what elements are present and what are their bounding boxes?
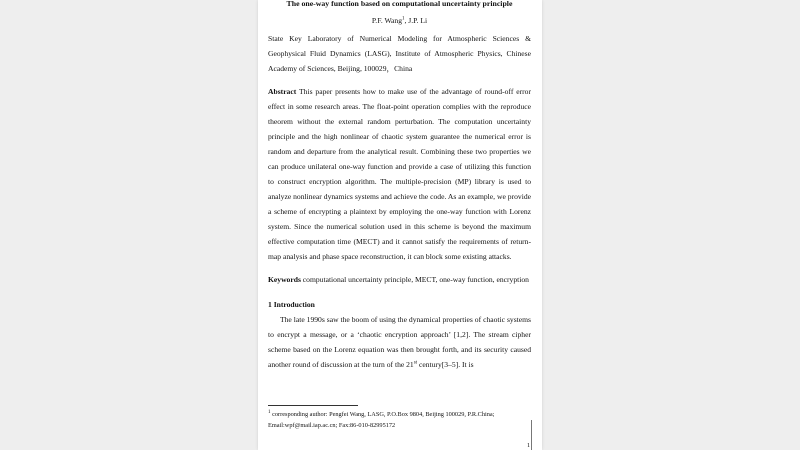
footnote (268, 409, 530, 431)
coauthor-name: , J.P. Li (404, 16, 428, 25)
intro-text-continued: century[3–5]. It is (417, 360, 474, 369)
footnote-line (268, 409, 530, 420)
footnote-line: Email:wpf@mail.iap.ac.cn; Fax:86-010-82995172 (268, 422, 396, 429)
paper-affiliation: State Key Laboratory of Numerical Modeling for Atmospheric Sciences & Geophysical Fluid Dynamics (LASG), Institute of Atmospheric Physics, Chinese Academy of Sciences, Beijing, 100029，China (268, 34, 531, 73)
abstract-text: This paper presents how to make use of the advantage of round-off error effect in some research areas. The float-point operation complies with the reproduce theorem without the external random perturbation. The computation uncertainty principle and the high nonlinear of chaotic system guarantee the numerical error is random and departure from the analytical result. Combining these two properties we can produce unilateral one-way function and provide a case of utilizing this function to construct encryption algorithm. The multiple-precision (MP) library is used to analyze nonlinear dynamics systems and achieve the code. As an example, we provide a scheme of encrypting a plaintext by employing the one-way function with Lorenz system. Since the numerical solution used in this scheme is beyond the maximum effective computation time (MECT) and it cannot satisfy the requirements of return-map analysis and phase space reconstruction, it can block some existing attacks. (268, 87, 531, 261)
intro-text: The late 1990s saw the boom of using the dynamical properties of chaotic systems to encrypt a message, or a ‘chaotic encryption approach’ [1,2]. The stream cipher scheme based on the Lorenz equation was then brought forth, and its security caused another round of discussion at the turn of the 21 (268, 315, 531, 369)
page-number: 1 (527, 442, 531, 449)
paper-authors (268, 15, 531, 27)
intro-superscript: st (413, 360, 418, 366)
footnote-text: corresponding author: Pengfei Wang, LASG, P.O.Box 9804, Beijing 100029, P.R.China; (270, 411, 495, 418)
author-footnote-mark: 1 (402, 16, 405, 22)
page-edge-line (531, 420, 532, 450)
intro-paragraph (268, 312, 531, 372)
keywords-text: computational uncertainty principle, MECT, one-way function, encryption (300, 275, 529, 284)
keywords-label: Keywords (268, 275, 301, 284)
paper-content (268, 0, 531, 372)
paper-abstract (268, 84, 531, 264)
paper-keywords (268, 272, 531, 287)
paper-title: The one-way function based on computational uncertainty principle (286, 0, 513, 8)
abstract-label: Abstract (268, 87, 297, 96)
footnote-mark: 1 (268, 409, 271, 415)
author-name: P.F. Wang (371, 16, 402, 25)
footnote-rule (268, 405, 358, 406)
section-heading: 1 Introduction (268, 300, 315, 309)
